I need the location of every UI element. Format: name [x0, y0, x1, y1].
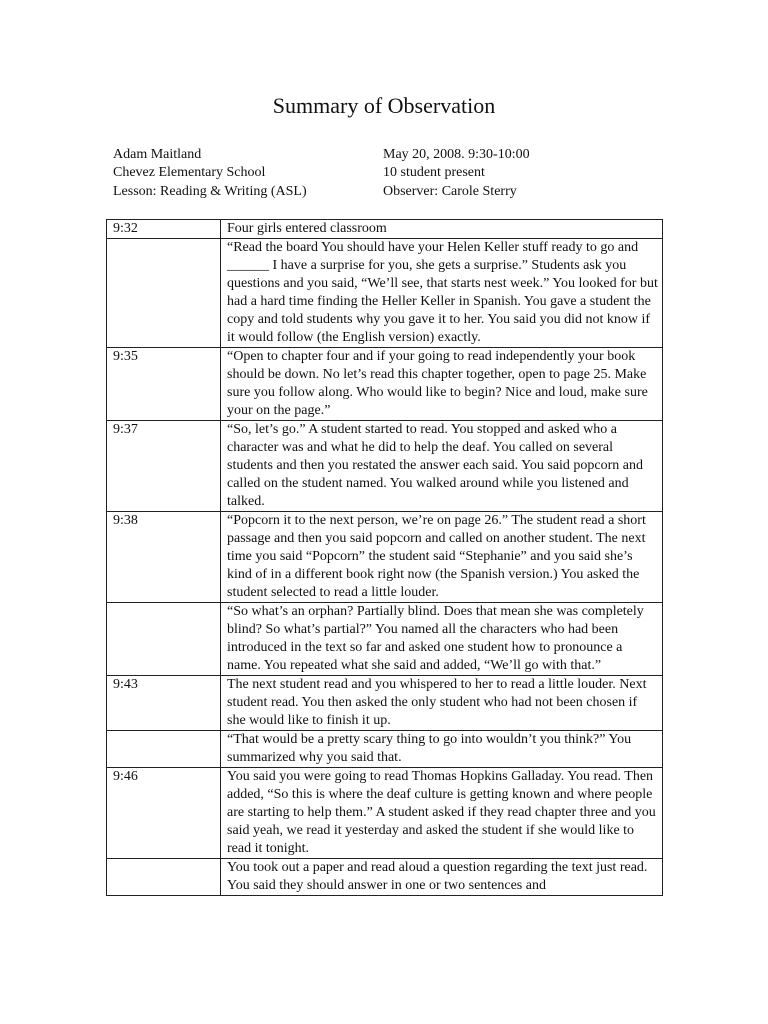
- time-cell: 9:32: [107, 220, 221, 239]
- teacher-name: Adam Maitland: [113, 147, 202, 162]
- table-row: [107, 239, 663, 348]
- note-cell: The next student read and you whispered to her to read a little louder. Next student read. You then asked the only student who had not been chosen if she would like to finish it up.: [221, 676, 663, 731]
- school-name: Chevez Elementary School: [113, 165, 266, 181]
- note-text: You took out a paper and read aloud a question regarding the text just read. You said they should answer in one or two sentences and: [227, 860, 648, 893]
- time-cell: 9:38: [107, 512, 221, 603]
- observation-date: May 20, 2008. 9:30-10:00: [383, 147, 530, 162]
- note-cell: “So, let’s go.” A student started to read. You stopped and asked who a character was and what he did to help the deaf. You called on several students and then you restated the answer each said. You said popcorn and called on the student named. You walked around while you listened and talked.: [221, 421, 663, 512]
- time-cell: 9:37: [107, 421, 221, 512]
- note-cell: “That would be a pretty scary thing to go into wouldn’t you think?” You summarized why you said that.: [221, 731, 663, 768]
- note-cell: “Read the board You should have your Helen Keller stuff ready to go and ______ I have a surprise for you, she gets a surprise.” Students ask you questions and you said, “We’ll see, that starts nest week.” You looked for but had a hard time finding the Heller Keller in Spanish. You gave a student the copy and told students why you gave it to her. You said you did not know if it would follow (the English version) exactly.: [221, 239, 663, 348]
- observer-name: Observer: Carole Sterry: [383, 183, 517, 199]
- time-cell: 9:35: [107, 348, 221, 421]
- note-cell: “Open to chapter four and if your going to read independently your book should be down. No let’s read this chapter together, open to page 25. Make sure you follow along. Who would like to begin? Nice and loud, make sure your on the page.”: [221, 348, 663, 421]
- table-row: [107, 731, 663, 768]
- note-cell: Four girls entered classroom: [221, 220, 663, 239]
- table-row: [107, 512, 663, 603]
- time-cell: [107, 859, 221, 896]
- table-row: [107, 676, 663, 731]
- header-row: [113, 164, 673, 182]
- lesson-name: Lesson: Reading & Writing (ASL): [113, 183, 307, 199]
- header-row: [113, 183, 673, 201]
- observation-header: [113, 146, 673, 201]
- note-cell: [221, 859, 663, 896]
- header-row: [113, 146, 673, 164]
- table-row: [107, 421, 663, 512]
- table-row: [107, 859, 663, 896]
- note-cell: You said you were going to read Thomas Hopkins Galladay. You read. Then added, “So this is where the deaf culture is getting known and where people are starting to help them.” A student asked if they read chapter three and you said yeah, we read it yesterday and asked the student if she would like to read it tonight.: [221, 768, 663, 859]
- time-cell: [107, 731, 221, 768]
- table-row: [107, 603, 663, 676]
- time-cell: [107, 239, 221, 348]
- table-row: [107, 220, 663, 239]
- time-cell: 9:43: [107, 676, 221, 731]
- observation-table: [106, 219, 663, 896]
- table-row: [107, 768, 663, 859]
- note-cell: “Popcorn it to the next person, we’re on page 26.” The student read a short passage and then you said popcorn and called on another student. The next time you said “Popcorn” the student said “Stephanie” and you said she’s kind of in a different book right now (the Spanish version.) You asked the student selected to read a little louder.: [221, 512, 663, 603]
- time-cell: 9:46: [107, 768, 221, 859]
- note-cell: “So what’s an orphan? Partially blind. Does that mean she was completely blind? So what’s partial?” You named all the characters who had been introduced in the text so far and asked one student how to pronounce a name. You repeated what she said and added, “We’ll go with that.”: [221, 603, 663, 676]
- table-row: [107, 348, 663, 421]
- page-title: Summary of Observation: [272, 93, 496, 118]
- time-cell: [107, 603, 221, 676]
- student-count: 10 student present: [383, 165, 485, 181]
